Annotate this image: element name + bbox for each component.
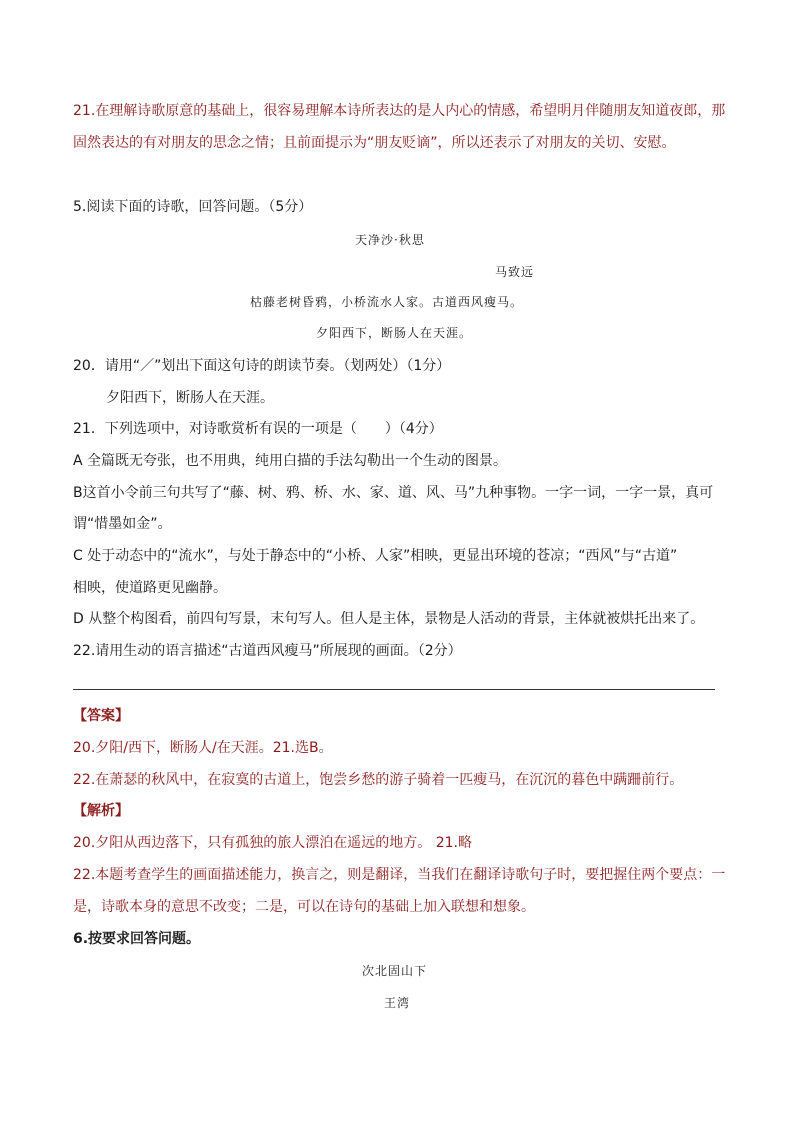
poem-line-1: 枯藤老树昏鸦，小桥流水人家。古道西风瘦马。 <box>250 295 524 309</box>
question-21: 21．下列选项中，对诗歌赏析有误的一项是（ ）（4分） <box>73 421 443 437</box>
option-b-line-1: B这首小令前三句共写了“藤、树、鸦、桥、水、家、道、风、马”九种事物。一字一词，一字一景，真可 <box>73 485 714 501</box>
question-6-heading: 6.按要求回答问题。 <box>73 931 201 947</box>
poem-author: 马致远 <box>495 265 535 279</box>
answer-line-2: 22.在萧瑟的秋风中，在寂寞的古道上，饱尝乡愁的游子骑着一匹瘦马，在沉沉的暮色中蹒跚前行。 <box>73 772 684 788</box>
poem-2-author: 王湾 <box>384 996 411 1010</box>
question-22: 22.请用生动的语言描述“古道西风瘦马”所展现的画面。（2分） <box>73 643 462 659</box>
prev-answer-line-2: 固然表达的有对朋友的思念之情；且前面提示为“朋友贬谪”，所以还表示了对朋友的关切、安慰。 <box>73 135 676 151</box>
question-20-verse: 夕阳西下，断肠人在天涯。 <box>106 390 274 406</box>
poem-title: 天净沙·秋思 <box>355 233 425 247</box>
analysis-line-1: 20.夕阳从西边落下，只有孤独的旅人漂泊在遥远的地方。 21.略 <box>73 835 472 851</box>
answer-label: 【答案】 <box>73 708 129 724</box>
answer-line-1: 20.夕阳/西下，断肠人/在天涯。21.选B。 <box>73 740 333 756</box>
poem-2-title: 次北固山下 <box>362 964 428 978</box>
poem-line-2: 夕阳西下，断肠人在天涯。 <box>316 326 473 340</box>
question-5-heading: 5.阅读下面的诗歌，回答问题。（5分） <box>73 199 313 215</box>
separator-rule <box>73 689 715 690</box>
analysis-line-2: 22.本题考查学生的画面描述能力，换言之，则是翻译，当我们在翻译诗歌句子时，要把握住两个要点：一 <box>73 867 726 883</box>
option-c-line-2: 相映，使道路更见幽静。 <box>73 580 227 596</box>
prev-answer-line-1: 21.在理解诗歌原意的基础上，很容易理解本诗所表达的是人内心的情感，希望明月伴随朋友知道夜郎，那 <box>73 103 726 119</box>
option-d: D 从整个构图看，前四句写景，末句写人。但人是主体，景物是人活动的背景，主体就被烘托出来了。 <box>73 611 705 627</box>
analysis-label: 【解析】 <box>73 803 129 819</box>
question-20: 20．请用“／”划出下面这句诗的朗读节奏。（划两处）（1分） <box>73 358 451 374</box>
analysis-line-3: 是，诗歌本身的意思不改变；二是，可以在诗句的基础上加入联想和想象。 <box>73 899 535 915</box>
option-c-line-1: C 处于动态中的“流水”，与处于静态中的“小桥、人家”相映，更显出环境的苍凉；“西风”与“古道” <box>73 548 678 564</box>
option-a: A 全篇既无夸张，也不用典，纯用白描的手法勾勒出一个生动的图景。 <box>73 453 508 469</box>
option-b-line-2: 谓“惜墨如金”。 <box>73 516 172 532</box>
